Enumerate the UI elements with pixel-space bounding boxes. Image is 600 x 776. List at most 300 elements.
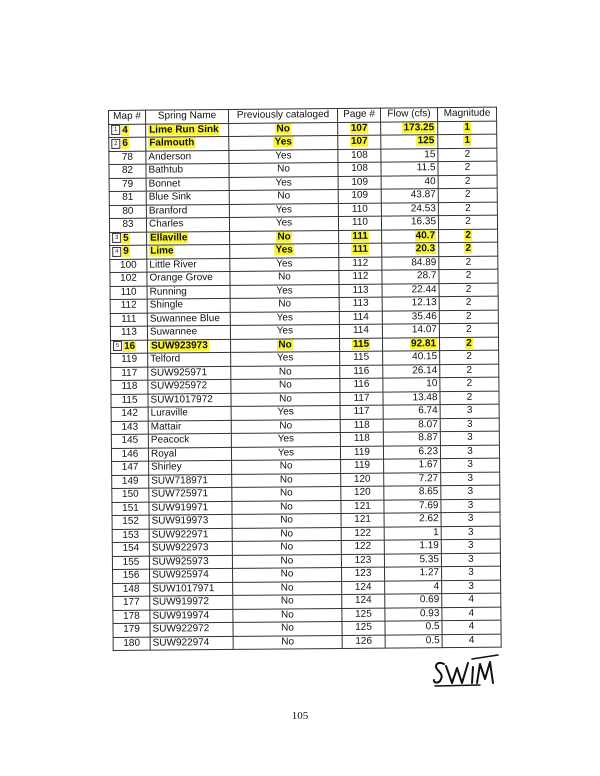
cell-magnitude-text: 2 xyxy=(466,378,473,390)
cell-flow xyxy=(383,391,440,405)
cell-spring-name-text: Falmouth xyxy=(149,137,195,149)
cell-spring-name xyxy=(149,541,232,555)
cell-magnitude-text: 4 xyxy=(468,634,475,646)
cell-spring-name-text: Royal xyxy=(150,448,177,460)
cell-map-number-text: 117 xyxy=(121,367,138,379)
cell-previously-cataloged-text: Yes xyxy=(277,447,295,459)
cell-magnitude-text: 3 xyxy=(467,445,473,457)
cell-page-number xyxy=(342,581,385,595)
cell-previously-cataloged-text: No xyxy=(278,366,292,378)
cell-map-number-text: 111 xyxy=(121,313,137,325)
cell-flow-text: 13.48 xyxy=(412,391,438,404)
cell-map-number-text: 4 xyxy=(122,124,128,136)
cell-map-number-text: 147 xyxy=(121,461,139,474)
cell-previously-cataloged-text: No xyxy=(280,501,293,513)
cell-page-number xyxy=(342,594,385,608)
cell-map-number xyxy=(110,286,147,300)
cell-flow xyxy=(384,472,441,486)
cell-flow-text: 1.19 xyxy=(419,540,439,552)
cell-previously-cataloged-text: No xyxy=(280,568,294,580)
header-page-number: Page # xyxy=(337,108,380,122)
cell-spring-name xyxy=(149,474,232,488)
springs-table xyxy=(108,107,502,651)
cell-page-number-text: 107 xyxy=(350,122,368,134)
cell-page-number xyxy=(338,135,381,149)
cell-magnitude-text: 2 xyxy=(466,364,473,376)
cell-spring-name-text: Shingle xyxy=(149,299,184,311)
cell-page-number xyxy=(340,419,383,433)
cell-map-number-text: 177 xyxy=(122,596,140,609)
cell-magnitude xyxy=(438,202,497,216)
cell-previously-cataloged-text: Yes xyxy=(275,217,293,229)
cell-previously-cataloged-text: No xyxy=(280,514,294,526)
cell-flow xyxy=(385,594,442,608)
row-marker-box: 4 xyxy=(112,246,121,256)
cell-spring-name xyxy=(148,339,231,353)
cell-previously-cataloged-text: No xyxy=(280,582,294,594)
cell-flow xyxy=(383,364,440,378)
cell-spring-name-text: SUW919972 xyxy=(152,596,210,608)
cell-flow-text: 7.69 xyxy=(418,499,439,512)
cell-previously-cataloged-text: No xyxy=(279,460,293,472)
cell-page-number xyxy=(340,405,383,419)
cell-page-number-text: 118 xyxy=(353,432,370,445)
cell-map-number-text: 5 xyxy=(123,232,129,244)
cell-flow-text: 92.81 xyxy=(410,337,437,350)
cell-spring-name-text: Luraville xyxy=(150,407,188,419)
cell-page-number-text: 112 xyxy=(352,257,369,269)
cell-map-number xyxy=(109,178,146,192)
cell-spring-name xyxy=(149,487,232,501)
cell-spring-name-text: Running xyxy=(149,286,187,298)
cell-spring-name-text: Bathtub xyxy=(148,164,184,176)
cell-map-number-text: 178 xyxy=(123,610,140,622)
cell-previously-cataloged-text: No xyxy=(281,636,295,648)
cell-flow xyxy=(384,486,441,500)
cell-page-number xyxy=(341,473,384,487)
cell-previously-cataloged-text: Yes xyxy=(276,312,294,324)
cell-map-number-text: 180 xyxy=(123,637,141,649)
cell-magnitude-text: 4 xyxy=(468,594,475,606)
cell-magnitude-text: 3 xyxy=(467,459,473,471)
cell-flow xyxy=(381,216,438,230)
cell-spring-name-text: Suwannee xyxy=(149,326,198,338)
cell-page-number xyxy=(341,513,384,527)
cell-map-number-text: 79 xyxy=(122,178,134,190)
cell-flow-text: 8.65 xyxy=(418,486,439,498)
cell-page-number-text: 117 xyxy=(353,392,370,404)
cell-previously-cataloged xyxy=(231,338,340,352)
cell-map-number xyxy=(109,164,146,178)
cell-flow xyxy=(382,229,439,243)
cell-magnitude-text: 3 xyxy=(467,432,473,444)
cell-map-number-text: 83 xyxy=(122,219,134,231)
cell-spring-name xyxy=(148,447,231,461)
cell-spring-name-text: Bonnet xyxy=(148,178,181,190)
cell-flow xyxy=(383,432,440,446)
cell-previously-cataloged-text: Yes xyxy=(276,325,294,337)
cell-map-number xyxy=(111,407,148,421)
row-marker-box: 5 xyxy=(113,341,122,351)
cell-previously-cataloged xyxy=(233,581,342,595)
cell-previously-cataloged xyxy=(229,135,338,149)
cell-flow-text: 1.67 xyxy=(418,459,439,471)
cell-page-number-text: 120 xyxy=(353,486,371,499)
cell-previously-cataloged-text: Yes xyxy=(275,150,292,162)
cell-map-number-text: 149 xyxy=(121,475,139,487)
cell-previously-cataloged-text: No xyxy=(278,379,292,391)
cell-previously-cataloged xyxy=(230,243,339,257)
cell-map-number-text: 146 xyxy=(121,448,139,460)
cell-map-number-text: 152 xyxy=(122,515,139,528)
cell-page-number xyxy=(339,270,382,284)
cell-spring-name-text: SUW922974 xyxy=(152,636,210,649)
cell-page-number-text: 107 xyxy=(350,135,368,148)
cell-spring-name-text: SUW1017971 xyxy=(152,582,215,595)
cell-spring-name xyxy=(149,514,232,528)
cell-spring-name xyxy=(148,433,231,447)
cell-map-number-text: 102 xyxy=(120,273,137,285)
cell-flow xyxy=(384,499,441,513)
cell-page-number xyxy=(341,459,384,473)
cell-flow xyxy=(384,513,441,527)
cell-previously-cataloged xyxy=(230,324,339,338)
cell-map-number xyxy=(109,191,146,205)
cell-spring-name-text: Little River xyxy=(149,258,197,271)
cell-previously-cataloged-text: No xyxy=(279,393,292,405)
table-row xyxy=(113,634,501,651)
cell-magnitude xyxy=(439,256,498,270)
cell-map-number-text: 151 xyxy=(122,502,139,514)
cell-page-number xyxy=(340,365,383,379)
cell-magnitude-text: 2 xyxy=(465,310,472,322)
cell-page-number-text: 115 xyxy=(352,338,370,350)
cell-flow xyxy=(382,270,439,284)
cell-spring-name-text: Peacock xyxy=(150,434,190,446)
cell-magnitude-text: 2 xyxy=(464,175,471,187)
cell-magnitude-text: 3 xyxy=(467,526,474,538)
cell-page-number xyxy=(339,257,382,271)
cell-flow-text: 26.14 xyxy=(412,364,438,377)
cell-spring-name xyxy=(146,163,229,177)
cell-map-number-text: 110 xyxy=(120,286,137,298)
cell-page-number xyxy=(342,608,385,622)
cell-page-number-text: 112 xyxy=(352,270,369,283)
cell-spring-name xyxy=(147,325,230,339)
cell-page-number xyxy=(341,486,384,500)
cell-page-number-text: 114 xyxy=(352,311,369,323)
cell-previously-cataloged xyxy=(230,230,339,244)
cell-map-number-text: 153 xyxy=(122,529,140,541)
cell-page-number-text: 114 xyxy=(352,324,369,337)
cell-flow-text: 15 xyxy=(424,148,436,160)
cell-map-number xyxy=(111,340,148,354)
cell-spring-name-text: Ellaville xyxy=(150,232,188,244)
cell-flow-text: 0.69 xyxy=(419,594,440,606)
cell-flow xyxy=(381,189,438,203)
cell-map-number-text: 150 xyxy=(121,488,139,501)
cell-previously-cataloged xyxy=(233,594,342,608)
cell-spring-name xyxy=(146,217,229,231)
cell-page-number-text: 110 xyxy=(351,216,369,229)
cell-spring-name xyxy=(149,528,232,542)
cell-spring-name xyxy=(148,366,231,380)
cell-page-number-text: 121 xyxy=(354,500,371,512)
cell-map-number-text: 148 xyxy=(122,583,140,595)
header-flow: Flow (cfs) xyxy=(380,108,437,122)
cell-page-number-text: 125 xyxy=(355,608,372,620)
cell-flow-text: 16.35 xyxy=(410,216,437,228)
cell-previously-cataloged xyxy=(229,122,338,136)
cell-page-number-text: 109 xyxy=(351,176,369,188)
cell-spring-name xyxy=(149,501,232,515)
cell-page-number-text: 125 xyxy=(355,621,372,634)
cell-spring-name xyxy=(147,312,230,326)
cell-map-number-text: 81 xyxy=(122,192,134,204)
cell-page-number-text: 123 xyxy=(354,554,372,566)
cell-map-number-text: 143 xyxy=(121,421,139,433)
cell-page-number-text: 111 xyxy=(352,230,368,242)
cell-flow xyxy=(381,135,438,149)
cell-spring-name-text: Shirley xyxy=(151,461,182,473)
cell-magnitude xyxy=(441,485,500,499)
cell-previously-cataloged-text: No xyxy=(280,595,294,607)
cell-spring-name xyxy=(146,190,229,204)
cell-map-number-text: 154 xyxy=(122,542,140,555)
cell-flow xyxy=(383,351,440,365)
cell-page-number-text: 119 xyxy=(354,459,371,472)
cell-map-number xyxy=(112,515,149,529)
cell-map-number-text: 142 xyxy=(121,408,139,420)
cell-flow-text: 40 xyxy=(424,175,436,187)
cell-flow-text: 12.13 xyxy=(411,297,437,309)
cell-flow xyxy=(384,553,441,567)
cell-magnitude-text: 3 xyxy=(468,580,474,592)
cell-magnitude xyxy=(439,310,498,324)
cell-previously-cataloged xyxy=(231,392,340,406)
header-spring-name: Spring Name xyxy=(146,109,229,123)
cell-magnitude-text: 2 xyxy=(465,297,472,309)
cell-spring-name-text: SUW925972 xyxy=(150,380,208,392)
cell-page-number xyxy=(342,621,385,635)
cell-magnitude-text: 2 xyxy=(464,189,471,201)
cell-previously-cataloged-text: No xyxy=(276,123,290,135)
cell-map-number xyxy=(113,569,150,583)
cell-magnitude xyxy=(440,364,499,378)
cell-page-number-text: 111 xyxy=(352,243,369,256)
cell-magnitude-text: 2 xyxy=(465,243,472,255)
cell-page-number-text: 124 xyxy=(354,594,372,607)
cell-magnitude-text: 1 xyxy=(464,135,471,147)
cell-previously-cataloged xyxy=(232,513,341,527)
cell-spring-name-text: SUW925973 xyxy=(151,555,209,568)
cell-spring-name xyxy=(149,460,232,474)
cell-map-number xyxy=(112,556,149,570)
cell-page-number xyxy=(338,149,381,163)
cell-flow-text: 28.7 xyxy=(416,270,437,282)
cell-map-number xyxy=(111,353,148,367)
cell-spring-name xyxy=(150,609,233,623)
cell-flow-text: 8.87 xyxy=(418,432,438,444)
cell-map-number xyxy=(113,637,150,651)
cell-spring-name xyxy=(148,352,231,366)
cell-previously-cataloged-text: Yes xyxy=(275,204,293,216)
cell-page-number xyxy=(339,324,382,338)
cell-page-number-text: 116 xyxy=(353,365,370,377)
cell-flow-text: 2.62 xyxy=(419,513,439,525)
cell-magnitude xyxy=(440,391,499,405)
cell-flow-text: 1.27 xyxy=(419,567,440,579)
cell-flow xyxy=(384,567,441,581)
cell-magnitude xyxy=(438,134,497,148)
cell-magnitude-text: 2 xyxy=(464,162,471,174)
cell-magnitude xyxy=(440,431,499,445)
cell-magnitude-text: 2 xyxy=(465,256,472,268)
cell-map-number xyxy=(109,218,146,232)
cell-page-number-text: 116 xyxy=(353,378,370,391)
cell-spring-name-text: Mattair xyxy=(150,421,182,433)
cell-previously-cataloged xyxy=(232,473,341,487)
row-marker-box: 1 xyxy=(111,125,120,135)
cell-flow xyxy=(382,324,439,338)
table-body xyxy=(109,121,502,651)
cell-map-number xyxy=(112,542,149,556)
cell-magnitude-text: 1 xyxy=(464,121,470,133)
cell-flow xyxy=(382,297,439,311)
cell-spring-name-text: SUW922972 xyxy=(152,623,210,635)
cell-map-number xyxy=(110,326,147,340)
cell-magnitude xyxy=(439,296,498,310)
cell-magnitude-text: 2 xyxy=(465,270,472,282)
cell-flow xyxy=(382,243,439,257)
cell-page-number xyxy=(339,230,382,244)
cell-page-number xyxy=(338,203,381,217)
cell-magnitude-text: 2 xyxy=(466,337,472,349)
cell-map-number-text: 100 xyxy=(119,259,137,271)
swim-signature-logo xyxy=(430,650,500,690)
cell-previously-cataloged-text: Yes xyxy=(276,352,294,364)
cell-page-number xyxy=(339,243,382,257)
cell-previously-cataloged-text: No xyxy=(279,487,293,499)
cell-spring-name-text: SUW919973 xyxy=(151,515,209,527)
cell-previously-cataloged-text: No xyxy=(280,555,294,567)
cell-spring-name xyxy=(147,271,230,285)
cell-flow xyxy=(382,337,439,351)
cell-page-number xyxy=(342,635,385,649)
cell-map-number xyxy=(110,259,147,273)
cell-map-number-text: 82 xyxy=(121,165,134,177)
cell-previously-cataloged xyxy=(231,351,340,365)
cell-magnitude xyxy=(441,526,500,540)
cell-magnitude xyxy=(438,148,497,162)
cell-page-number-text: 108 xyxy=(351,149,368,161)
cell-magnitude xyxy=(442,580,501,594)
cell-previously-cataloged xyxy=(231,446,340,460)
cell-magnitude-text: 2 xyxy=(465,283,472,295)
cell-map-number xyxy=(112,502,149,516)
cell-flow xyxy=(384,540,441,554)
cell-flow-text: 35.46 xyxy=(411,310,437,323)
cell-spring-name xyxy=(146,123,229,137)
cell-magnitude xyxy=(438,188,497,202)
cell-previously-cataloged xyxy=(232,540,341,554)
cell-previously-cataloged-text: Yes xyxy=(277,433,295,445)
cell-flow-text: 8.07 xyxy=(418,418,438,431)
cell-magnitude-text: 3 xyxy=(468,567,474,579)
cell-magnitude-text: 3 xyxy=(467,540,474,552)
cell-flow xyxy=(382,283,439,297)
cell-magnitude-text: 3 xyxy=(467,486,474,498)
cell-magnitude xyxy=(438,121,497,135)
cell-map-number xyxy=(110,313,147,327)
cell-magnitude-text: 3 xyxy=(468,553,474,565)
cell-magnitude xyxy=(440,350,499,364)
cell-previously-cataloged-text: No xyxy=(277,231,291,243)
cell-magnitude-text: 3 xyxy=(467,472,474,484)
cell-magnitude xyxy=(440,418,499,432)
cell-magnitude-text: 2 xyxy=(466,324,472,336)
cell-magnitude xyxy=(441,566,500,580)
header-magnitude: Magnitude xyxy=(437,107,496,121)
cell-magnitude xyxy=(439,242,498,256)
cell-spring-name xyxy=(150,636,233,650)
cell-spring-name-text: SUW925974 xyxy=(152,569,209,581)
cell-map-number-text: 115 xyxy=(121,394,138,406)
cell-page-number xyxy=(338,216,381,230)
cell-spring-name xyxy=(150,582,233,596)
cell-flow xyxy=(385,621,442,635)
cell-magnitude xyxy=(439,229,498,243)
cell-previously-cataloged xyxy=(229,189,338,203)
cell-spring-name xyxy=(147,298,230,312)
cell-previously-cataloged-text: No xyxy=(278,298,292,310)
cell-map-number xyxy=(110,232,147,246)
cell-spring-name-text: SUW922971 xyxy=(151,528,209,541)
cell-previously-cataloged-text: No xyxy=(278,339,292,351)
cell-previously-cataloged-text: No xyxy=(280,541,294,553)
cell-page-number xyxy=(338,176,381,190)
cell-magnitude xyxy=(441,499,500,513)
cell-flow xyxy=(383,445,440,459)
page-number: 105 xyxy=(291,710,309,722)
cell-spring-name xyxy=(147,258,230,272)
cell-previously-cataloged-text: No xyxy=(279,420,293,432)
cell-page-number-text: 121 xyxy=(354,513,371,526)
cell-magnitude xyxy=(442,607,501,621)
cell-flow-text: 22.44 xyxy=(411,283,437,296)
cell-magnitude-text: 2 xyxy=(465,229,471,241)
cell-map-number-text: 112 xyxy=(120,300,137,312)
cell-spring-name xyxy=(146,177,229,191)
cell-previously-cataloged-text: No xyxy=(281,622,294,634)
cell-previously-cataloged-text: Yes xyxy=(276,285,293,297)
cell-flow-text: 0.5 xyxy=(425,634,440,646)
cell-spring-name-text: SUW919971 xyxy=(151,501,209,514)
cell-magnitude xyxy=(442,620,501,634)
cell-page-number xyxy=(341,500,384,514)
cell-previously-cataloged xyxy=(229,203,338,217)
cell-spring-name-text: Suwannee Blue xyxy=(149,312,220,325)
cell-page-number-text: 110 xyxy=(351,203,368,215)
cell-page-number xyxy=(340,378,383,392)
cell-magnitude xyxy=(439,283,498,297)
cell-previously-cataloged xyxy=(231,365,340,379)
cell-previously-cataloged-text: No xyxy=(280,528,294,540)
cell-magnitude xyxy=(440,377,499,391)
cell-magnitude xyxy=(439,337,498,351)
cell-page-number-text: 122 xyxy=(354,540,372,553)
cell-spring-name-text: Orange Grove xyxy=(149,272,213,284)
